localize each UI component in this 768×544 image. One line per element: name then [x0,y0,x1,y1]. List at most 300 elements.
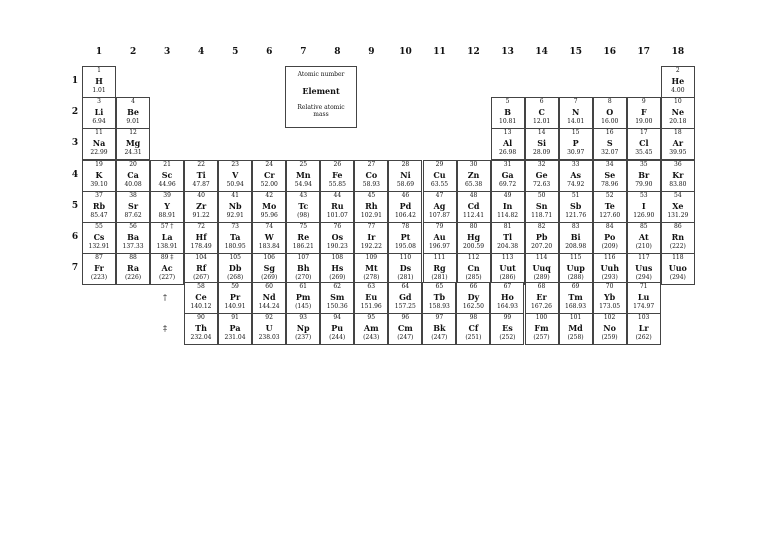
atomic-number: 11 [95,129,103,137]
element-cell [184,313,218,345]
atomic-number: 72 [197,223,205,230]
element-cell [422,313,456,345]
element-cell [593,97,627,129]
element-cell [218,160,252,192]
atomic-mass: 106.42 [394,211,416,219]
element-cell [320,253,354,285]
element-symbol: Ir [367,232,376,242]
atomic-mass: 190.23 [326,243,348,250]
element-symbol: Ra [127,263,140,274]
atomic-mass: 158.93 [428,303,450,310]
atomic-number: 68 [537,283,546,290]
atomic-mass: 12.01 [533,118,551,126]
element-cell [525,253,559,285]
atomic-number: 58 [197,283,205,290]
atomic-mass: (258) [567,334,584,342]
atomic-number: 32 [537,160,546,168]
atomic-mass: 140.91 [224,303,246,310]
legend-relative-mass: Relative atomic mass [297,104,345,119]
period-number: 3 [71,138,79,149]
atomic-mass: (259) [601,334,618,342]
element-cell [559,128,593,160]
element-cell [559,97,593,129]
atomic-number: 53 [639,191,648,199]
atomic-number: 24 [265,160,274,168]
atomic-number: 51 [571,191,580,199]
atomic-mass: 151.96 [360,303,382,310]
atomic-mass: (227) [159,274,176,282]
atomic-mass: (267) [193,274,210,282]
atomic-number: 5 [505,98,510,106]
atomic-mass: 140.12 [190,303,212,310]
element-symbol: Rf [196,263,207,274]
element-symbol: Sb [570,200,582,211]
element-cell [354,160,388,192]
element-symbol: Zn [467,169,480,180]
element-symbol: Te [604,200,615,211]
element-cell [490,282,524,314]
element-symbol: O [606,107,614,118]
period-number: 6 [71,232,79,242]
group-number: 9 [368,47,375,57]
element-cell [388,160,422,192]
atomic-mass: (281) [431,274,448,282]
element-cell [320,222,354,254]
period-number: 5 [71,200,79,211]
atomic-number: 76 [333,223,342,230]
element-symbol: Np [296,323,310,334]
element-symbol: Cu [433,169,446,180]
atomic-mass: 69.72 [499,180,517,188]
atomic-mass: 162.50 [462,303,484,310]
atomic-number: 86 [674,223,682,230]
atomic-number: 115 [569,254,582,262]
atomic-mass: 39.95 [669,149,687,157]
legend-atomic-number: Atomic number [297,71,345,78]
element-symbol: Cn [467,263,480,274]
element-cell [661,253,695,285]
element-cell [491,128,525,160]
element-cell [661,97,695,129]
atomic-number: 116 [604,254,616,262]
atomic-mass: 22.99 [90,149,108,157]
element-cell [354,313,388,345]
group-number: 15 [569,47,582,57]
atomic-mass: 74.92 [567,180,585,188]
atomic-number: 21 [163,160,171,168]
element-symbol: Mn [295,169,311,180]
atomic-number: 52 [605,191,614,199]
atomic-mass: 24.31 [124,149,142,157]
element-symbol: Pu [331,323,344,334]
element-cell [593,191,627,223]
atomic-number: 41 [231,191,239,199]
atomic-mass: 95.96 [260,211,278,219]
atomic-number: 15 [571,129,580,137]
element-symbol: Fr [94,263,104,274]
element-cell [252,222,286,254]
atomic-mass: 4.00 [671,87,685,94]
atomic-mass: (262) [635,334,652,342]
element-cell [320,282,354,314]
element-symbol: N [572,107,580,118]
group-number: 14 [535,47,548,57]
atomic-mass: (222) [669,243,686,250]
atomic-mass: (247) [431,334,448,342]
legend-element: Element [302,86,340,96]
element-symbol: Rn [671,232,685,242]
atomic-number: 40 [197,191,205,199]
atomic-mass: 26.98 [499,149,517,157]
element-symbol: Uuh [600,263,620,274]
element-symbol: Rg [433,263,446,274]
element-symbol: Pr [229,292,241,302]
atomic-number: 94 [333,314,341,322]
atomic-mass: 107.87 [429,211,450,219]
element-symbol: Fm [534,323,549,334]
element-symbol: Gd [399,292,412,302]
element-symbol: Se [604,169,616,180]
element-cell [661,160,695,192]
atomic-number: 118 [672,254,684,262]
element-cell [593,313,627,345]
atomic-mass: 183.84 [258,243,280,250]
element-cell [150,253,184,285]
element-cell [116,97,150,129]
element-cell [627,313,661,345]
atomic-mass: 92.91 [226,211,244,219]
element-cell [388,253,422,285]
atomic-number: 65 [435,283,444,290]
element-symbol: Cd [467,200,480,211]
element-cell [388,222,422,254]
element-cell [457,253,491,285]
atomic-number: 89 ‡ [160,254,174,262]
element-symbol: Sn [535,200,548,211]
element-symbol: Br [638,169,650,180]
atomic-number: 74 [265,223,274,230]
atomic-mass: 28.09 [533,149,551,157]
legend-key [285,66,357,128]
atomic-mass: 102.91 [360,211,382,219]
atomic-number: 108 [331,254,344,262]
atomic-mass: 72.63 [533,180,551,188]
element-cell [320,191,354,223]
atomic-number: 83 [571,223,580,230]
atomic-number: 47 [435,191,444,199]
atomic-mass: 231.04 [224,334,246,342]
element-cell [82,97,116,129]
atomic-mass: 186.21 [292,243,314,250]
element-symbol: Na [92,138,106,149]
atomic-number: 54 [674,191,682,199]
atomic-number: 60 [265,283,273,290]
element-cell [82,160,116,192]
atomic-mass: 1.01 [92,87,106,94]
atomic-number: 34 [605,160,614,168]
element-symbol: Mg [125,138,141,149]
element-symbol: Lu [637,292,650,302]
element-symbol: Sm [330,292,345,302]
atomic-mass: 19.00 [635,118,653,126]
atomic-mass: 208.98 [565,243,587,250]
atomic-number: 101 [569,314,582,322]
atomic-number: 67 [503,283,512,290]
element-symbol: Pb [535,232,548,242]
atomic-mass: 91.22 [192,211,210,219]
element-cell [286,313,320,345]
atomic-mass: (294) [669,274,686,282]
atomic-mass: 63.55 [430,180,449,188]
element-cell [184,282,218,314]
element-symbol: Fe [332,169,343,180]
group-number: 4 [198,47,205,57]
element-cell [82,253,116,285]
atomic-number: 100 [535,314,548,322]
atomic-number: 87 [95,254,103,262]
period-number: 1 [71,76,79,86]
element-cell [218,253,252,285]
element-symbol: Er [536,292,547,302]
element-symbol: Po [604,232,616,242]
element-cell [593,282,627,314]
element-symbol: Eu [365,292,378,302]
element-cell [388,313,422,345]
element-cell [423,253,457,285]
atomic-mass: 173.05 [599,303,621,310]
atomic-mass: (98) [297,211,310,219]
element-cell [150,160,184,192]
atomic-number: 25 [299,160,308,168]
element-cell [184,253,218,285]
element-cell [593,128,627,160]
period-number: 7 [71,263,79,274]
element-symbol: U [265,323,273,334]
atomic-number: 88 [129,254,137,262]
element-cell [627,253,661,285]
atomic-mass: (286) [499,274,516,282]
atomic-mass: (269) [329,274,346,282]
element-cell [627,128,661,160]
atomic-number: 4 [131,98,135,106]
element-cell [491,97,525,129]
atomic-number: 43 [299,191,308,199]
element-cell [423,191,457,223]
atomic-mass: 114.82 [497,211,519,219]
element-cell [525,282,559,314]
element-symbol: Ge [535,169,548,180]
element-cell [218,282,252,314]
element-symbol: Dy [467,292,480,302]
atomic-number: 73 [231,223,239,230]
element-cell [627,97,661,129]
atomic-mass: 192.22 [360,243,382,250]
element-symbol: C [538,107,545,118]
atomic-number: 22 [197,160,205,168]
element-cell [627,191,661,223]
element-symbol: Hg [466,232,481,242]
atomic-mass: 54.94 [294,180,312,188]
atomic-mass: 14.01 [567,118,585,126]
atomic-number: 7 [573,98,578,106]
atomic-number: 66 [469,283,478,290]
atomic-number: 36 [674,160,682,168]
atomic-mass: (270) [295,274,312,282]
element-cell [218,313,252,345]
atomic-mass: 30.97 [567,149,585,157]
element-symbol: Ag [433,200,446,211]
atomic-mass: 6.94 [92,118,106,126]
element-symbol: Nb [228,200,242,211]
atomic-number: 37 [95,191,103,199]
atomic-number: 14 [537,129,546,137]
atomic-mass: 132.91 [88,243,110,250]
element-cell [491,160,525,192]
atomic-number: 78 [401,223,410,230]
atomic-mass: 232.04 [190,334,212,342]
atomic-mass: (247) [397,334,414,342]
atomic-number: 49 [503,191,512,199]
element-cell [286,191,320,223]
atomic-number: 59 [231,283,239,290]
atomic-mass: 39.10 [90,180,108,188]
element-symbol: At [638,232,649,242]
atomic-mass: 52.00 [260,180,278,188]
atomic-number: 70 [605,283,614,290]
atomic-number: 71 [639,283,648,290]
element-symbol: Db [228,263,242,274]
element-symbol: B [504,107,511,118]
atomic-mass: 196.97 [429,243,450,250]
element-symbol: Si [537,138,547,149]
atomic-mass: 144.24 [258,303,280,310]
element-cell [661,222,695,254]
atomic-number: 8 [607,98,612,106]
element-symbol: Pa [229,323,241,334]
element-symbol: Al [502,138,513,149]
element-symbol: Be [127,107,139,118]
atomic-number: 92 [265,314,273,322]
element-cell [456,282,490,314]
atomic-number: 106 [263,254,275,262]
atomic-mass: 16.00 [601,118,619,126]
element-cell [457,160,491,192]
atomic-number: 80 [469,223,478,230]
atomic-number: 63 [367,283,376,290]
atomic-mass: 127.60 [599,211,621,219]
element-cell [82,191,116,223]
atomic-mass: 131.29 [667,211,689,219]
element-cell [184,222,218,254]
element-symbol: Xe [672,200,684,211]
atomic-number: 95 [367,314,376,322]
atomic-mass: 112.41 [463,211,485,219]
atomic-number: 79 [435,223,444,230]
element-cell [559,222,593,254]
atomic-number: 99 [503,314,512,322]
element-symbol: Co [365,169,378,180]
atomic-mass: 178.49 [190,243,212,250]
element-symbol: Pd [399,200,412,211]
atomic-mass: 65.38 [464,180,483,188]
element-symbol: Es [502,323,513,334]
element-cell [354,191,388,223]
group-number: 16 [603,47,617,57]
element-symbol: Tl [503,232,513,242]
lanthanide-marker: † [163,293,167,302]
element-symbol: He [671,76,685,86]
atomic-mass: 164.93 [496,303,518,310]
atomic-mass: (269) [261,274,278,282]
atomic-number: 56 [129,223,137,230]
element-symbol: H [95,76,103,86]
element-symbol: Os [331,232,344,242]
element-symbol: Sc [161,169,173,180]
group-number: 7 [300,47,307,57]
atomic-number: 103 [637,314,650,322]
atomic-number: 1 [97,67,101,74]
element-cell [116,253,150,285]
element-symbol: Ni [400,169,411,180]
group-number: 3 [163,47,171,57]
element-cell [525,222,559,254]
atomic-mass: 137.33 [122,243,144,250]
atomic-number: 18 [674,129,682,137]
element-cell [320,313,354,345]
element-symbol: Uut [499,263,516,274]
atomic-mass: (293) [601,274,618,282]
element-symbol: I [641,200,646,211]
element-symbol: Pm [295,292,311,302]
element-cell [559,191,593,223]
element-symbol: Re [297,232,310,242]
atomic-number: 82 [537,223,546,230]
atomic-number: 26 [333,160,342,168]
atomic-mass: 238.03 [258,334,280,342]
element-cell [627,222,661,254]
element-symbol: Pt [400,232,411,242]
element-symbol: Lr [638,323,649,334]
group-number: 6 [266,47,273,57]
element-symbol: Ti [196,169,206,180]
element-symbol: Au [433,232,446,242]
element-cell [286,222,320,254]
atomic-number: 93 [299,314,307,322]
element-cell [422,282,456,314]
group-number: 13 [501,47,514,57]
atomic-number: 98 [469,314,478,322]
element-cell [593,160,627,192]
element-symbol: K [95,169,103,180]
atomic-number: 10 [674,98,682,106]
atomic-number: 75 [299,223,308,230]
element-symbol: Tb [433,292,446,302]
element-cell [286,160,320,192]
element-symbol: Cf [468,323,479,334]
element-symbol: Mo [262,200,277,211]
element-cell [661,128,695,160]
atomic-mass: 101.07 [326,211,348,219]
atomic-mass: 79.90 [635,180,653,188]
atomic-mass: (252) [499,334,516,342]
element-symbol: Rb [92,200,106,211]
element-cell [627,282,661,314]
atomic-mass: (289) [533,274,550,282]
element-cell [661,191,695,223]
element-symbol: Ds [399,263,412,274]
element-cell [388,191,422,223]
atomic-number: 42 [265,191,274,199]
